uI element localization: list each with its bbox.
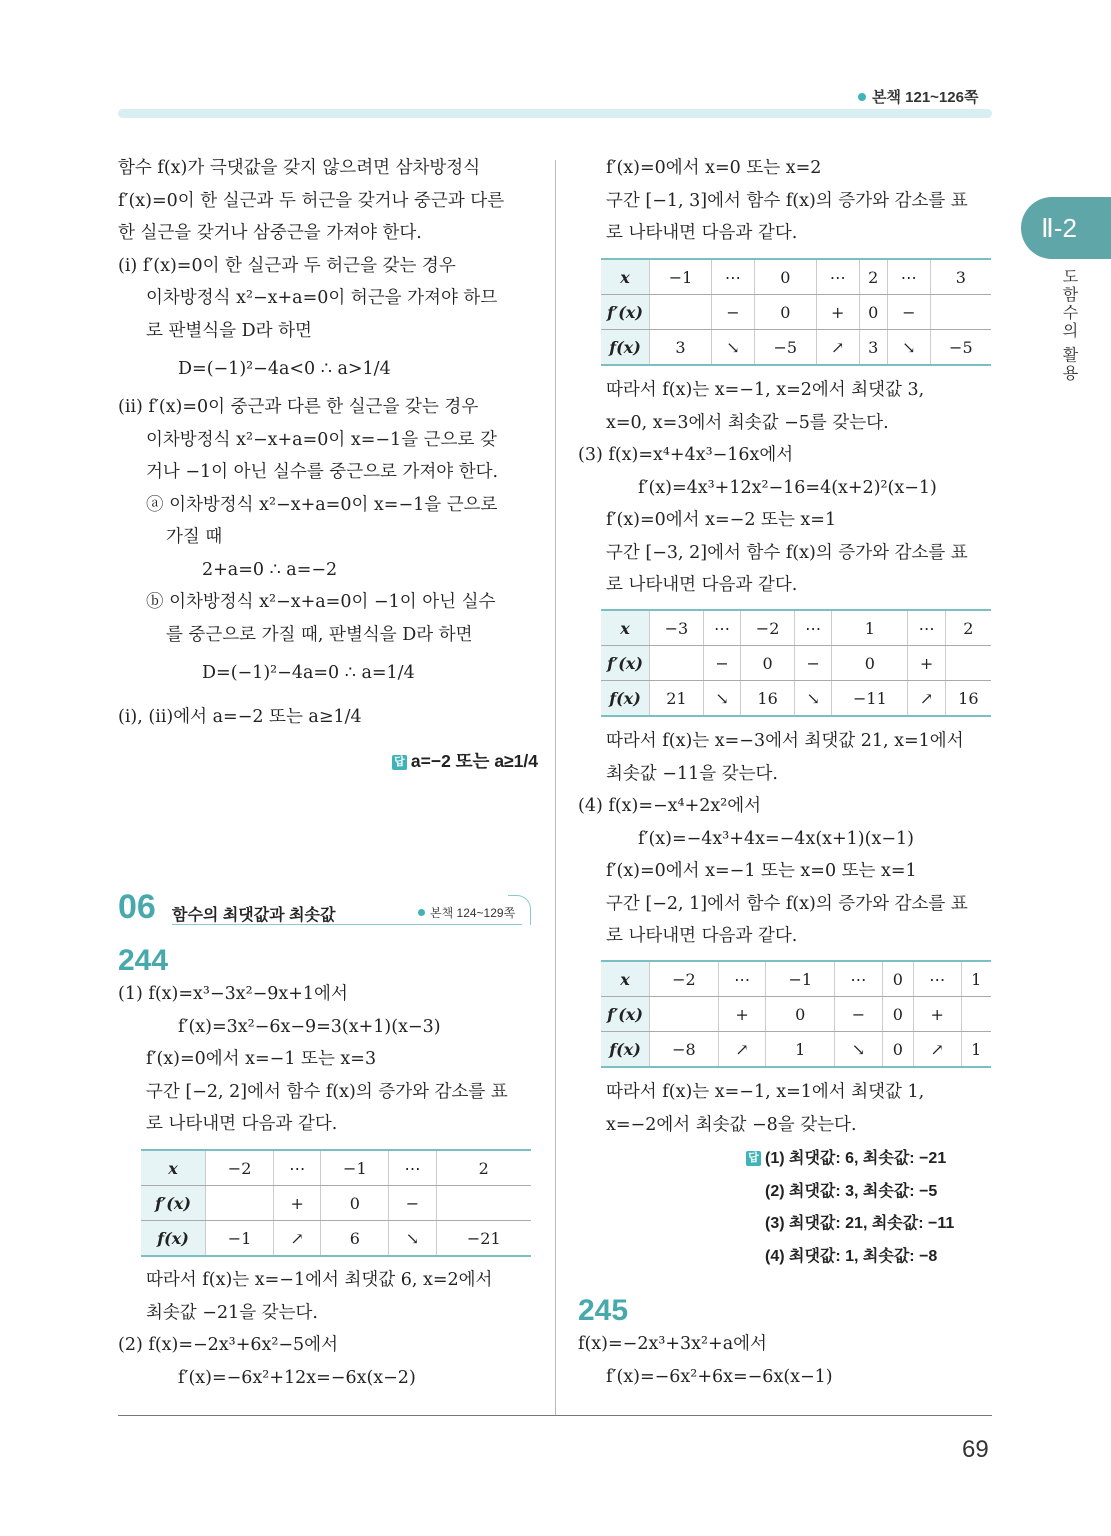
table-row <box>601 295 991 330</box>
table-cell: −2 <box>741 610 795 646</box>
table-cell: ↘ <box>795 681 832 717</box>
text-line: x=−2에서 최솟값 −8을 갖는다. <box>606 1114 857 1135</box>
text-line: 거나 −1이 아닌 실수를 중근으로 가져야 한다. <box>146 462 499 482</box>
table-cell: 0 <box>832 646 908 681</box>
table-cell: ⋯ <box>274 1150 321 1186</box>
table-cell: 2 <box>859 259 887 295</box>
text-line: (ⅱ) f′(x)=0이 중근과 다른 한 실근을 갖는 경우 <box>118 397 479 417</box>
table-cell: − <box>795 646 832 681</box>
table-cell <box>650 997 719 1032</box>
table-cell: ↗ <box>718 1032 766 1068</box>
math-line: f′(x)=0에서 x=−1 또는 x=0 또는 x=1 <box>606 861 917 881</box>
text-line: (ⅰ), (ⅱ)에서 a=−2 또는 a≥1/4 <box>118 707 362 727</box>
section-number: 06 <box>118 888 156 926</box>
text-line: ⓐ 이차방정식 x²−x+a=0이 x=−1을 근으로 <box>146 494 498 515</box>
text-line: 따라서 f(x)는 x=−1, x=2에서 최댓값 3, <box>606 380 925 400</box>
answer-line: (3) 최댓값: 21, 최솟값: −11 <box>765 1215 955 1232</box>
text-line: 로 판별식을 D라 하면 <box>146 320 312 341</box>
page-reference <box>858 86 978 107</box>
table-cell: −3 <box>650 610 704 646</box>
math-line: f′(x)=−6x²+6x=−6x(x−1) <box>606 1366 833 1387</box>
table-cell: 0 <box>882 997 913 1032</box>
problem-244-part2 <box>578 152 998 250</box>
text-line: 를 중근으로 가질 때, 판별식을 D라 하면 <box>166 624 473 645</box>
section-corner <box>508 895 531 925</box>
math-line: D=(−1)²−4a<0 ∴ a>1/4 <box>178 359 391 379</box>
table-cell: f(x) <box>601 681 650 717</box>
table-cell: − <box>711 295 754 330</box>
table-cell: + <box>718 997 766 1032</box>
table-cell: + <box>913 997 961 1032</box>
table-cell: −5 <box>754 330 816 366</box>
text-line: 따라서 f(x)는 x=−1에서 최댓값 6, x=2에서 <box>146 1270 493 1290</box>
text-line: 최솟값 −21을 갖는다. <box>146 1302 318 1323</box>
table-cell: −5 <box>930 330 991 366</box>
table-cell: −1 <box>766 961 835 997</box>
text-line: (3) f(x)=x⁴+4x³−16x에서 <box>578 445 794 465</box>
text-line: (4) f(x)=−x⁴+2x²에서 <box>578 796 762 816</box>
table-cell: − <box>389 1186 436 1221</box>
math-line: f′(x)=3x²−6x−9=3(x+1)(x−3) <box>178 1016 441 1037</box>
table-cell: ↘ <box>711 330 754 366</box>
table-cell: −2 <box>206 1150 274 1186</box>
text-line: (ⅰ) f′(x)=0이 한 실근과 두 허근을 갖는 경우 <box>118 255 456 276</box>
table-cell: ↗ <box>908 681 945 717</box>
answer-line: (2) 최댓값: 3, 최솟값: −5 <box>765 1182 938 1200</box>
table-cell: ↘ <box>887 330 930 366</box>
table-cell: x <box>141 1150 206 1186</box>
table-row <box>141 1221 531 1257</box>
table-cell: + <box>274 1186 321 1221</box>
table-cell: ↗ <box>913 1032 961 1068</box>
problem-245-text <box>578 1328 998 1393</box>
left-top-text <box>118 152 538 783</box>
text-line: f′(x)=0이 한 실근과 두 허근을 갖거나 중근과 다른 <box>118 190 505 211</box>
table-cell: x <box>601 259 650 295</box>
table-cell: −2 <box>650 961 719 997</box>
table-cell: 21 <box>650 681 704 717</box>
variation-table-1 <box>141 1149 531 1257</box>
table-cell: 2 <box>436 1150 531 1186</box>
table-cell: + <box>816 295 859 330</box>
text-line: 최솟값 −11을 갖는다. <box>606 763 778 784</box>
table-cell: 0 <box>882 1032 913 1068</box>
table-cell: x <box>601 961 650 997</box>
answer-line <box>746 1143 1006 1176</box>
table-cell: 3 <box>930 259 991 295</box>
variation-table-4 <box>601 960 991 1068</box>
column-divider <box>555 160 556 1415</box>
text-line: 구간 [−3, 2]에서 함수 f(x)의 증가와 감소를 표 <box>606 542 968 563</box>
table-cell <box>206 1186 274 1221</box>
table-cell: 0 <box>741 646 795 681</box>
text-line: 따라서 f(x)는 x=−1, x=1에서 최댓값 1, <box>606 1082 925 1102</box>
text-line: 구간 [−1, 3]에서 함수 f(x)의 증가와 감소를 표 <box>606 190 968 211</box>
table-cell: ⋯ <box>913 961 961 997</box>
page-reference-text: 본책 121~126쪽 <box>872 89 979 106</box>
table-cell <box>650 295 712 330</box>
problem-number: 244 <box>118 944 169 977</box>
table-cell: ↗ <box>816 330 859 366</box>
table-cell: ⋯ <box>703 610 740 646</box>
table-cell: 0 <box>321 1186 389 1221</box>
table-cell: f′(x) <box>601 295 650 330</box>
table-cell: ⋯ <box>908 610 945 646</box>
text-line: (1) f(x)=x³−3x²−9x+1에서 <box>118 984 348 1004</box>
table-cell <box>945 646 991 681</box>
page-number: 69 <box>962 1436 989 1463</box>
section-underline <box>172 924 522 925</box>
table-cell: −8 <box>650 1032 719 1068</box>
top-bar <box>118 109 992 118</box>
table-cell: ⋯ <box>795 610 832 646</box>
answer-mark-icon: 답 <box>746 1151 761 1166</box>
math-line: f′(x)=−4x³+4x=−4x(x+1)(x−1) <box>638 828 914 849</box>
table-cell: ↗ <box>274 1221 321 1257</box>
text-line: 로 나타내면 다음과 같다. <box>146 1114 338 1134</box>
problem-244-conclusion <box>578 1076 998 1141</box>
table-cell <box>961 997 991 1032</box>
table-cell: 1 <box>832 610 908 646</box>
table-cell: −1 <box>650 259 712 295</box>
text-line: 구간 [−2, 2]에서 함수 f(x)의 증가와 감소를 표 <box>146 1081 508 1102</box>
math-line: 2+a=0 ∴ a=−2 <box>202 559 338 580</box>
table-cell: f(x) <box>601 330 650 366</box>
table-cell: f(x) <box>601 1032 650 1068</box>
text-line: 구간 [−2, 1]에서 함수 f(x)의 증가와 감소를 표 <box>606 893 968 914</box>
math-line: f′(x)=0에서 x=−2 또는 x=1 <box>606 510 837 530</box>
table-row <box>141 1186 531 1221</box>
table-row <box>601 961 991 997</box>
math-line: f′(x)=4x³+12x²−16=4(x+2)²(x−1) <box>638 477 937 498</box>
table-cell: 6 <box>321 1221 389 1257</box>
table-cell: ⋯ <box>718 961 766 997</box>
table-cell: f′(x) <box>601 646 650 681</box>
math-line: f′(x)=0에서 x=0 또는 x=2 <box>606 158 822 178</box>
text-line: 함수 f(x)가 극댓값을 갖지 않으려면 삼차방정식 <box>118 158 481 178</box>
text-line: 이차방정식 x²−x+a=0이 허근을 가져야 하므 <box>146 288 498 308</box>
table-cell: −1 <box>206 1221 274 1257</box>
table-cell: 0 <box>882 961 913 997</box>
table-row <box>601 997 991 1032</box>
text-line: 로 나타내면 다음과 같다. <box>606 575 798 595</box>
table-cell <box>930 295 991 330</box>
chapter-tab: Ⅱ-2 <box>1021 197 1111 259</box>
bullet-dot-icon <box>418 909 425 916</box>
table-cell: 0 <box>754 259 816 295</box>
chapter-side-title: 도함수의 활용 <box>1060 268 1077 383</box>
table-cell: 0 <box>766 997 835 1032</box>
table-cell: f′(x) <box>601 997 650 1032</box>
text-line: 가질 때 <box>166 527 223 547</box>
section-title: 함수의 최댓값과 최솟값 <box>172 907 336 924</box>
table-cell: −1 <box>321 1150 389 1186</box>
text-line: 로 나타내면 다음과 같다. <box>606 223 798 243</box>
answer-line <box>118 739 538 783</box>
text-line: 따라서 f(x)는 x=−3에서 최댓값 21, x=1에서 <box>606 731 964 751</box>
table-cell: 2 <box>945 610 991 646</box>
table-cell: 1 <box>961 961 991 997</box>
table-cell: f′(x) <box>141 1186 206 1221</box>
table-row <box>601 646 991 681</box>
problem-number: 245 <box>578 1294 629 1327</box>
table-cell: + <box>908 646 945 681</box>
text-line: 이차방정식 x²−x+a=0이 x=−1을 근으로 갖 <box>146 429 497 450</box>
table-cell: ↘ <box>389 1221 436 1257</box>
table-row <box>601 610 991 646</box>
table-cell <box>436 1186 531 1221</box>
table-row <box>601 259 991 295</box>
table-cell: −11 <box>832 681 908 717</box>
table-cell: 0 <box>754 295 816 330</box>
bullet-dot-icon <box>858 93 866 101</box>
table-cell: ⋯ <box>816 259 859 295</box>
variation-table-3 <box>601 609 991 717</box>
table-cell: x <box>601 610 650 646</box>
table-cell: − <box>887 295 930 330</box>
bottom-rule <box>118 1415 992 1416</box>
section-reference-text: 본책 124~129쪽 <box>430 906 516 920</box>
table-row <box>601 681 991 717</box>
table-cell: ⋯ <box>887 259 930 295</box>
table-cell: − <box>835 997 883 1032</box>
problem-244-part1 <box>118 978 538 1141</box>
table-row <box>141 1150 531 1186</box>
variation-table-2 <box>601 258 991 366</box>
table-cell: ⋯ <box>389 1150 436 1186</box>
problem-244-answers <box>746 1143 1006 1273</box>
table-cell: ⋯ <box>711 259 754 295</box>
problem-244-part1-after <box>118 1264 538 1394</box>
text-line: ⓑ 이차방정식 x²−x+a=0이 −1이 아닌 실수 <box>146 592 496 612</box>
answer-mark-icon: 답 <box>392 755 407 770</box>
table-cell: 3 <box>859 330 887 366</box>
table-cell: f(x) <box>141 1221 206 1257</box>
table-row <box>601 1032 991 1068</box>
table-cell <box>650 646 704 681</box>
table-cell: ↘ <box>703 681 740 717</box>
table-cell: 16 <box>945 681 991 717</box>
math-line: f′(x)=−6x²+12x=−6x(x−2) <box>178 1367 416 1388</box>
text-line: (2) f(x)=−2x³+6x²−5에서 <box>118 1335 338 1355</box>
table-cell: ↘ <box>835 1032 883 1068</box>
table-cell: 3 <box>650 330 712 366</box>
text-line: 로 나타내면 다음과 같다. <box>606 926 798 946</box>
table-cell: ⋯ <box>835 961 883 997</box>
problem-244-part4 <box>578 725 998 953</box>
answer-line: (4) 최댓값: 1, 최솟값: −8 <box>765 1247 938 1265</box>
answer-text: a=−2 또는 a≥1/4 <box>410 751 538 771</box>
answer-text: (1) 최댓값: 6, 최솟값: −21 <box>765 1150 947 1167</box>
table-cell: 1 <box>961 1032 991 1068</box>
table-row <box>601 330 991 366</box>
table-cell: −21 <box>436 1221 531 1257</box>
problem-244-part3 <box>578 374 998 602</box>
math-line: D=(−1)²−4a=0 ∴ a=1/4 <box>202 663 415 683</box>
text-line: x=0, x=3에서 최솟값 −5를 갖는다. <box>606 412 889 433</box>
table-cell: − <box>703 646 740 681</box>
section-reference <box>418 904 515 921</box>
text-line: 한 실근을 갖거나 삼중근을 가져야 한다. <box>118 223 422 243</box>
math-line: f(x)=−2x³+3x²+a에서 <box>578 1334 767 1354</box>
table-cell: 1 <box>766 1032 835 1068</box>
table-cell: 0 <box>859 295 887 330</box>
math-line: f′(x)=0에서 x=−1 또는 x=3 <box>146 1049 377 1069</box>
table-cell: 16 <box>741 681 795 717</box>
